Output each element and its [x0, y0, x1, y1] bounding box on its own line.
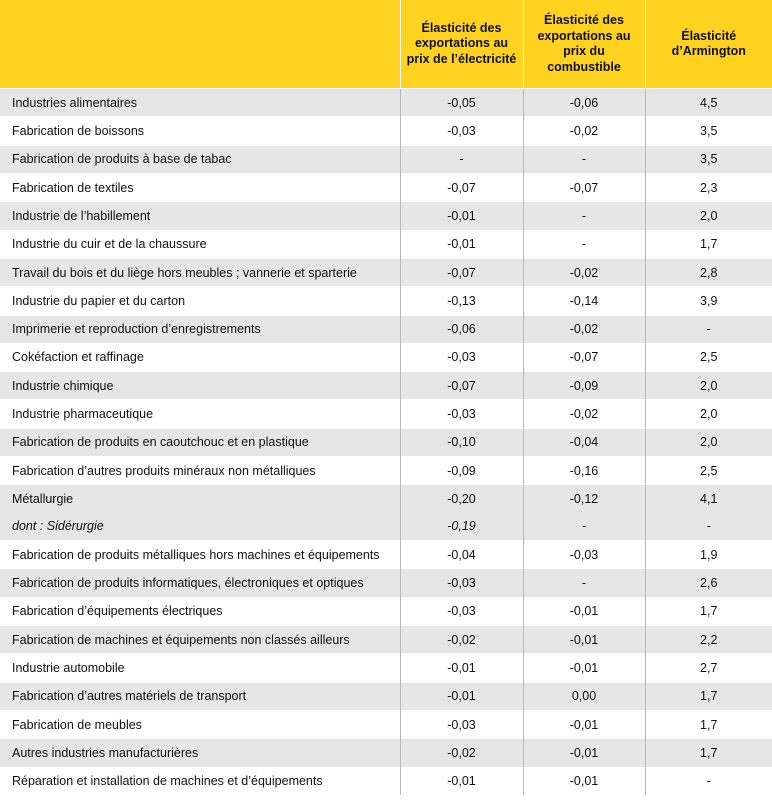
table-row: [0, 258, 772, 286]
row-label: Fabrication d’autres produits minéraux non métalliques: [0, 457, 400, 485]
row-label: Fabrication de produits en caoutchouc et en plastique: [0, 428, 400, 456]
fuel-elasticity-cell: -0,04: [523, 428, 645, 456]
row-label: Industrie du papier et du carton: [0, 287, 400, 315]
armington-elasticity-cell: 2,6: [645, 569, 772, 597]
table-row: [0, 767, 772, 795]
fuel-elasticity-cell: -0,06: [523, 89, 645, 117]
table-row: [0, 145, 772, 173]
row-label: Industrie chimique: [0, 372, 400, 400]
table-row: [0, 597, 772, 625]
electricity-elasticity-cell: -0,02: [400, 625, 523, 653]
table-row: [0, 682, 772, 710]
header-armington-elasticity: Élasticité d’Armington: [645, 0, 772, 89]
armington-elasticity-cell: 4,1: [645, 485, 772, 513]
table-row: [0, 513, 772, 541]
armington-elasticity-cell: 1,7: [645, 597, 772, 625]
header-blank: [0, 0, 400, 89]
fuel-elasticity-cell: -0,07: [523, 343, 645, 371]
row-label: Réparation et installation de machines et d’équipements: [0, 767, 400, 795]
fuel-elasticity-cell: -0,02: [523, 258, 645, 286]
electricity-elasticity-cell: -0,05: [400, 89, 523, 117]
fuel-elasticity-cell: -0,16: [523, 457, 645, 485]
table-row: [0, 569, 772, 597]
fuel-elasticity-cell: -: [523, 569, 645, 597]
fuel-elasticity-cell: -0,09: [523, 372, 645, 400]
electricity-elasticity-cell: -0,01: [400, 682, 523, 710]
electricity-elasticity-cell: -: [400, 145, 523, 173]
row-label: Fabrication d’autres matériels de transport: [0, 682, 400, 710]
header-electricity-elasticity: Élasticité des exportations au prix de l’électricité: [400, 0, 523, 89]
armington-elasticity-cell: 2,3: [645, 173, 772, 201]
electricity-elasticity-cell: -0,03: [400, 343, 523, 371]
armington-elasticity-cell: 2,5: [645, 457, 772, 485]
electricity-elasticity-cell: -0,03: [400, 569, 523, 597]
electricity-elasticity-cell: -0,19: [400, 513, 523, 541]
fuel-elasticity-cell: -0,14: [523, 287, 645, 315]
table-row: [0, 372, 772, 400]
table-row: [0, 343, 772, 371]
header-fuel-elasticity: Élasticité des exportations au prix du combustible: [523, 0, 645, 89]
armington-elasticity-cell: -: [645, 513, 772, 541]
row-label: Autres industries manufacturières: [0, 739, 400, 767]
row-label: Imprimerie et reproduction d’enregistrements: [0, 315, 400, 343]
electricity-elasticity-cell: -0,20: [400, 485, 523, 513]
electricity-elasticity-cell: -0,02: [400, 739, 523, 767]
armington-elasticity-cell: -: [645, 767, 772, 795]
armington-elasticity-cell: 1,7: [645, 230, 772, 258]
fuel-elasticity-cell: -0,01: [523, 597, 645, 625]
fuel-elasticity-cell: -0,01: [523, 767, 645, 795]
armington-elasticity-cell: 2,2: [645, 625, 772, 653]
row-label: Fabrication de textiles: [0, 173, 400, 201]
armington-elasticity-cell: 2,0: [645, 400, 772, 428]
electricity-elasticity-cell: -0,09: [400, 457, 523, 485]
electricity-elasticity-cell: -0,01: [400, 202, 523, 230]
table-row: [0, 457, 772, 485]
row-label: Industrie automobile: [0, 654, 400, 682]
table-row: [0, 287, 772, 315]
armington-elasticity-cell: 3,9: [645, 287, 772, 315]
table-row: [0, 315, 772, 343]
table-row: [0, 485, 772, 513]
row-label: Industrie de l’habillement: [0, 202, 400, 230]
electricity-elasticity-cell: -0,07: [400, 372, 523, 400]
armington-elasticity-cell: 3,5: [645, 145, 772, 173]
fuel-elasticity-cell: -: [523, 513, 645, 541]
table-row: [0, 654, 772, 682]
electricity-elasticity-cell: -0,06: [400, 315, 523, 343]
armington-elasticity-cell: 2,5: [645, 343, 772, 371]
row-label: Fabrication de produits informatiques, électroniques et optiques: [0, 569, 400, 597]
table-row: [0, 173, 772, 201]
fuel-elasticity-cell: -0,12: [523, 485, 645, 513]
electricity-elasticity-cell: -0,03: [400, 400, 523, 428]
table-row: [0, 710, 772, 738]
row-label: Fabrication de boissons: [0, 117, 400, 145]
fuel-elasticity-cell: -0,01: [523, 625, 645, 653]
electricity-elasticity-cell: -0,04: [400, 541, 523, 569]
fuel-elasticity-cell: 0,00: [523, 682, 645, 710]
fuel-elasticity-cell: -0,01: [523, 654, 645, 682]
row-label: Fabrication de produits métalliques hors machines et équipements: [0, 541, 400, 569]
armington-elasticity-cell: 2,8: [645, 258, 772, 286]
electricity-elasticity-cell: -0,03: [400, 597, 523, 625]
row-label: Industrie pharmaceutique: [0, 400, 400, 428]
row-label: Travail du bois et du liège hors meubles ; vannerie et sparterie: [0, 258, 400, 286]
armington-elasticity-cell: 2,7: [645, 654, 772, 682]
row-label: Cokéfaction et raffinage: [0, 343, 400, 371]
armington-elasticity-cell: 2,0: [645, 372, 772, 400]
table-row: [0, 541, 772, 569]
armington-elasticity-cell: 1,9: [645, 541, 772, 569]
row-label: Industrie du cuir et de la chaussure: [0, 230, 400, 258]
header-row: [0, 0, 772, 89]
fuel-elasticity-cell: -: [523, 202, 645, 230]
table-row: [0, 202, 772, 230]
electricity-elasticity-cell: -0,01: [400, 767, 523, 795]
fuel-elasticity-cell: -0,02: [523, 315, 645, 343]
fuel-elasticity-cell: -0,01: [523, 739, 645, 767]
table-row: [0, 230, 772, 258]
electricity-elasticity-cell: -0,10: [400, 428, 523, 456]
table-row: [0, 400, 772, 428]
electricity-elasticity-cell: -0,07: [400, 258, 523, 286]
armington-elasticity-cell: 2,0: [645, 202, 772, 230]
row-label: Fabrication de meubles: [0, 710, 400, 738]
table-body: [0, 89, 772, 795]
row-label: Métallurgie: [0, 485, 400, 513]
fuel-elasticity-cell: -0,01: [523, 710, 645, 738]
row-label: Industries alimentaires: [0, 89, 400, 117]
fuel-elasticity-cell: -0,03: [523, 541, 645, 569]
armington-elasticity-cell: 1,7: [645, 710, 772, 738]
table-row: [0, 428, 772, 456]
fuel-elasticity-cell: -0,02: [523, 117, 645, 145]
electricity-elasticity-cell: -0,03: [400, 117, 523, 145]
table-row: [0, 89, 772, 117]
electricity-elasticity-cell: -0,07: [400, 173, 523, 201]
table-row: [0, 117, 772, 145]
fuel-elasticity-cell: -: [523, 145, 645, 173]
row-label: dont : Sidérurgie: [0, 513, 400, 541]
armington-elasticity-cell: -: [645, 315, 772, 343]
fuel-elasticity-cell: -: [523, 230, 645, 258]
armington-elasticity-cell: 4,5: [645, 89, 772, 117]
row-label: Fabrication d’équipements électriques: [0, 597, 400, 625]
row-label: Fabrication de produits à base de tabac: [0, 145, 400, 173]
armington-elasticity-cell: 1,7: [645, 682, 772, 710]
electricity-elasticity-cell: -0,01: [400, 654, 523, 682]
armington-elasticity-cell: 2,0: [645, 428, 772, 456]
electricity-elasticity-cell: -0,03: [400, 710, 523, 738]
row-label: Fabrication de machines et équipements non classés ailleurs: [0, 625, 400, 653]
fuel-elasticity-cell: -0,02: [523, 400, 645, 428]
table-row: [0, 625, 772, 653]
electricity-elasticity-cell: -0,01: [400, 230, 523, 258]
armington-elasticity-cell: 1,7: [645, 739, 772, 767]
armington-elasticity-cell: 3,5: [645, 117, 772, 145]
electricity-elasticity-cell: -0,13: [400, 287, 523, 315]
fuel-elasticity-cell: -0,07: [523, 173, 645, 201]
table-row: [0, 739, 772, 767]
